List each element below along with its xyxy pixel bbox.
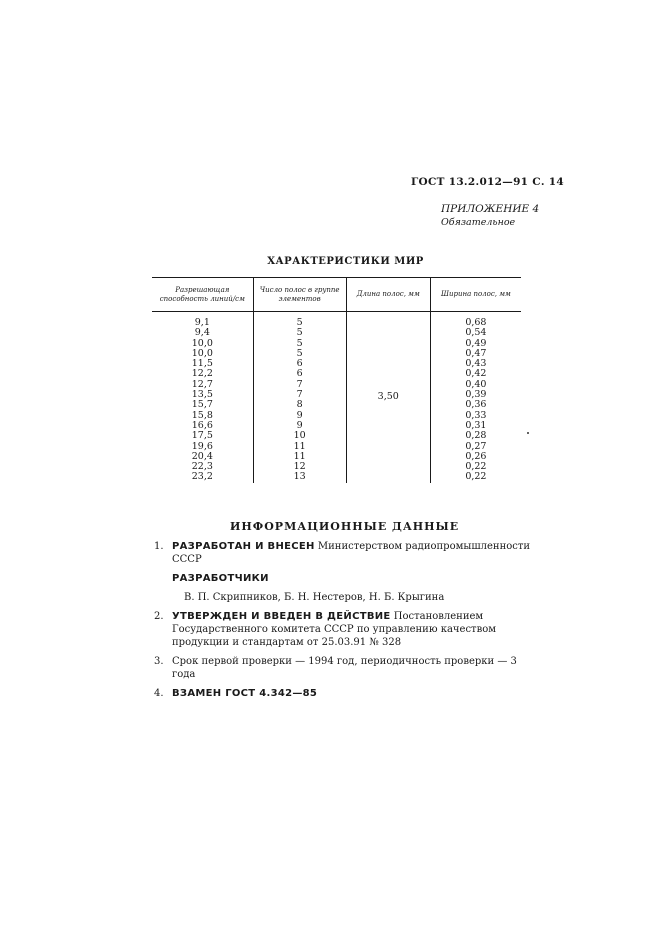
stripe-width-value: 0,33 [465, 409, 487, 421]
resolution-value: 17,5 [191, 430, 213, 442]
resolution-value: 16,6 [191, 419, 213, 431]
table-body-row [152, 312, 521, 483]
resolution-value: 10,0 [191, 337, 213, 349]
stripes-column [253, 312, 346, 483]
stripe-count-value: 6 [296, 368, 303, 380]
item-text: Срок первой проверки — 1994 год, периодичность проверки — 3 года [172, 656, 517, 680]
stripe-count-value: 7 [296, 378, 303, 390]
stripe-count-value: 11 [293, 440, 306, 452]
item-text: Министерством радиопромышленности СССР [172, 541, 531, 565]
item-keyword: УТВЕРЖДЕН И ВВЕДЕН В ДЕЙСТВИЕ [172, 611, 391, 622]
item-number: 2. [154, 611, 164, 622]
stripe-width-value: 0,22 [465, 471, 487, 483]
resolution-value: 9,4 [194, 327, 210, 339]
stripe-count-value: 5 [296, 337, 303, 349]
resolution-column [152, 312, 253, 483]
resolution-value: 9,1 [194, 317, 210, 328]
page-header: ГОСТ 13.2.012—91 С. 14 [411, 176, 565, 188]
stripe-width-value: 0,68 [465, 317, 487, 328]
stripe-width-value: 0,22 [465, 461, 487, 473]
info-item-2 [154, 610, 534, 649]
stripe-count-value: 5 [296, 347, 303, 359]
table-header-row [152, 278, 521, 312]
stripe-count-value: 5 [296, 317, 303, 328]
stripe-count-value: 7 [296, 389, 303, 401]
table-title: ХАРАКТЕРИСТИКИ МИР [267, 256, 424, 267]
stray-mark [527, 432, 529, 434]
stripe-count-value: 9 [296, 409, 303, 421]
appendix-label [441, 202, 539, 230]
mir-characteristics-table [152, 277, 521, 483]
stripe-width-value: 0,39 [465, 389, 487, 401]
info-item-1 [154, 540, 534, 566]
info-section [154, 540, 534, 706]
item-number: 1. [154, 541, 164, 552]
resolution-value: 22,3 [191, 461, 213, 473]
appendix-title: ПРИЛОЖЕНИЕ 4 [441, 203, 540, 215]
stripe-count-value: 6 [296, 358, 303, 370]
stripe-width-value: 0,49 [465, 337, 487, 349]
stripe-count-value: 5 [296, 327, 303, 339]
item-keyword: ВЗАМЕН ГОСТ 4.342—85 [172, 688, 318, 699]
stripe-count-value: 12 [293, 461, 306, 473]
info-heading: ИНФОРМАЦИОННЫЕ ДАННЫЕ [230, 520, 460, 533]
stripe-width-value: 0,26 [465, 450, 487, 462]
resolution-value: 12,2 [191, 368, 213, 380]
resolution-value: 19,6 [191, 440, 213, 452]
info-item-3 [154, 655, 534, 681]
header-stripes: Число полос в группе элементов [253, 278, 346, 312]
header-resolution: Разрешающая способность линий/см [152, 278, 253, 312]
stripe-count-value: 13 [293, 471, 306, 483]
header-width: Ширина полос, мм [430, 278, 521, 312]
width-column [430, 312, 521, 483]
stripe-width-value: 0,40 [465, 378, 487, 390]
appendix-subtitle: Обязательное [441, 217, 516, 228]
length-cell: 3,50 [346, 312, 430, 483]
stripe-width-value: 0,28 [465, 430, 487, 442]
stripe-width-value: 0,27 [465, 440, 487, 452]
stripe-width-value: 0,54 [465, 327, 487, 339]
developers-heading: РАЗРАБОТЧИКИ [172, 573, 269, 584]
info-item-4 [154, 687, 534, 700]
item-text: Постановлением Государственного комитета СССР по управлению качеством продукции и стандартам от 25.03.91 № 328 [172, 611, 497, 648]
stripe-count-value: 10 [293, 430, 306, 442]
stripe-count-value: 8 [296, 399, 303, 411]
item-number: 4. [154, 688, 164, 699]
stripe-count-value: 11 [293, 450, 306, 462]
stripe-count-value: 9 [296, 419, 303, 431]
stripe-width-value: 0,36 [465, 399, 487, 411]
resolution-value: 20,4 [191, 450, 213, 462]
resolution-value: 11,5 [191, 358, 213, 370]
resolution-value: 15,7 [191, 399, 213, 411]
resolution-value: 13,5 [191, 389, 213, 401]
header-length: Длина полос, мм [346, 278, 430, 312]
developers-names: В. П. Скрипников, Б. Н. Нестеров, Н. Б. Крыгина [184, 592, 445, 603]
stripe-width-value: 0,47 [465, 347, 487, 359]
resolution-value: 12,7 [191, 378, 213, 390]
item-number: 3. [154, 656, 164, 667]
resolution-value: 15,8 [191, 409, 213, 421]
stripe-width-value: 0,43 [465, 358, 487, 370]
resolution-value: 10,0 [191, 347, 213, 359]
resolution-value: 23,2 [191, 471, 213, 483]
stripe-width-value: 0,42 [465, 368, 487, 380]
stripe-width-value: 0,31 [465, 419, 487, 431]
item-keyword: РАЗРАБОТАН И ВНЕСЕН [172, 541, 315, 552]
